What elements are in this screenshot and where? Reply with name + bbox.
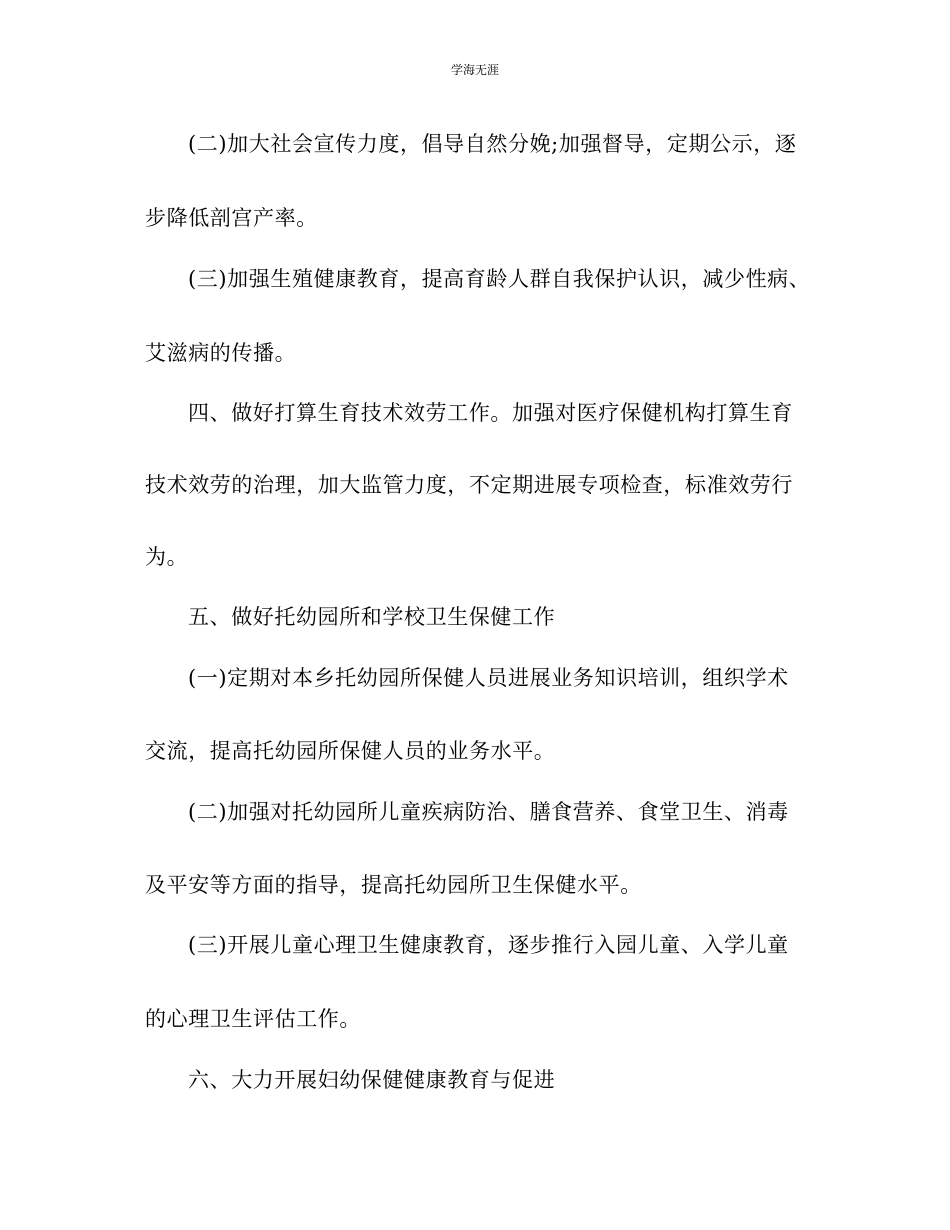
- section-heading: 五、做好托幼园所和学校卫生保健工作: [188, 605, 556, 629]
- paragraph-line: (二)加大社会宣传力度，倡导自然分娩;加强督导，定期公示，逐: [188, 132, 797, 156]
- paragraph-line: 艾滋病的传播。: [145, 341, 297, 365]
- paragraph-line: (一)定期对本乡托幼园所保健人员进展业务知识培训，组织学术: [188, 666, 789, 690]
- paragraph-line: (二)加强对托幼园所儿童疾病防治、膳食营养、食堂卫生、消毒: [188, 800, 789, 824]
- paragraph-line: 步降低剖宫产率。: [145, 206, 318, 230]
- paragraph-line: 四、做好打算生育技术效劳工作。加强对医疗保健机构打算生育: [188, 401, 793, 425]
- section-heading: 六、大力开展妇幼保健健康教育与促进: [188, 1068, 556, 1092]
- paragraph-line: (三)开展儿童心理卫生健康教育，逐步推行入园儿童、入学儿童: [188, 933, 789, 957]
- paragraph-line: 交流，提高托幼园所保健人员的业务水平。: [145, 739, 556, 763]
- paragraph-line: 技术效劳的治理，加大监管力度，不定期进展专项检查，标准效劳行: [145, 473, 793, 497]
- page-header: 学海无涯: [450, 63, 499, 77]
- paragraph-line: 为。: [145, 545, 189, 569]
- paragraph-line: (三)加强生殖健康教育，提高育龄人群自我保护认识，减少性病、: [188, 267, 811, 291]
- paragraph-line: 的心理卫生评估工作。: [145, 1007, 361, 1031]
- paragraph-line: 及平安等方面的指导，提高托幼园所卫生保健水平。: [145, 873, 642, 897]
